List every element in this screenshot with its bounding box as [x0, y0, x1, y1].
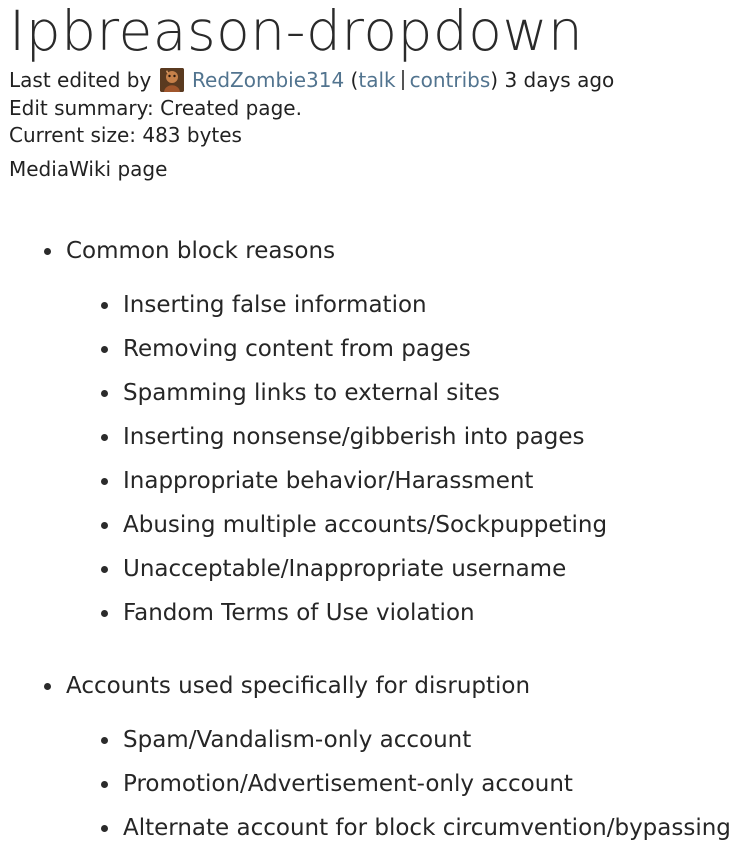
bullet-icon [101, 781, 108, 788]
edit-summary: Edit summary: Created page. [9, 96, 302, 120]
separator-divider [402, 70, 404, 90]
list-group-heading: Accounts used specifically for disruption [66, 673, 531, 699]
talk-link[interactable]: talk [358, 68, 396, 92]
list-item: Spam/Vandalism-only account [123, 727, 472, 753]
bullet-icon [101, 478, 108, 485]
bullet-icon [101, 390, 108, 397]
bullet-icon [101, 825, 108, 832]
close-paren: ) [490, 68, 499, 92]
namespace-label: MediaWiki page [9, 157, 168, 181]
bullet-icon [101, 737, 108, 744]
bullet-icon [101, 434, 108, 441]
last-edited-line [9, 67, 614, 93]
bullet-icon [101, 346, 108, 353]
list-item: Removing content from pages [123, 336, 471, 362]
last-edited-prefix: Last edited by [9, 68, 152, 92]
list-item: Promotion/Advertisement-only account [123, 771, 573, 797]
bullet-icon [101, 566, 108, 573]
list-item: Unacceptable/Inappropriate username [123, 556, 567, 582]
contribs-link[interactable]: contribs [409, 68, 491, 92]
edited-ago: 3 days ago [504, 68, 615, 92]
list-item: Inserting nonsense/gibberish into pages [123, 424, 585, 450]
editor-user-link[interactable]: RedZombie314 [192, 68, 345, 92]
bullet-icon [101, 610, 108, 617]
list-item: Alternate account for block circumvention/bypassing [123, 815, 731, 841]
page-title: Ipbreason-dropdown [9, 0, 584, 63]
bullet-icon [101, 522, 108, 529]
list-item: Inappropriate behavior/Harassment [123, 468, 534, 494]
list-item: Fandom Terms of Use violation [123, 600, 475, 626]
list-item: Abusing multiple accounts/Sockpuppeting [123, 512, 608, 538]
list-item: Inserting false information [123, 292, 427, 318]
bullet-icon [44, 683, 51, 690]
list-item: Spamming links to external sites [123, 380, 500, 406]
bullet-icon [101, 302, 108, 309]
list-group-heading: Common block reasons [66, 238, 336, 264]
current-size: Current size: 483 bytes [9, 123, 242, 147]
user-avatar-icon[interactable] [160, 68, 184, 92]
open-paren: ( [350, 68, 359, 92]
bullet-icon [44, 248, 51, 255]
